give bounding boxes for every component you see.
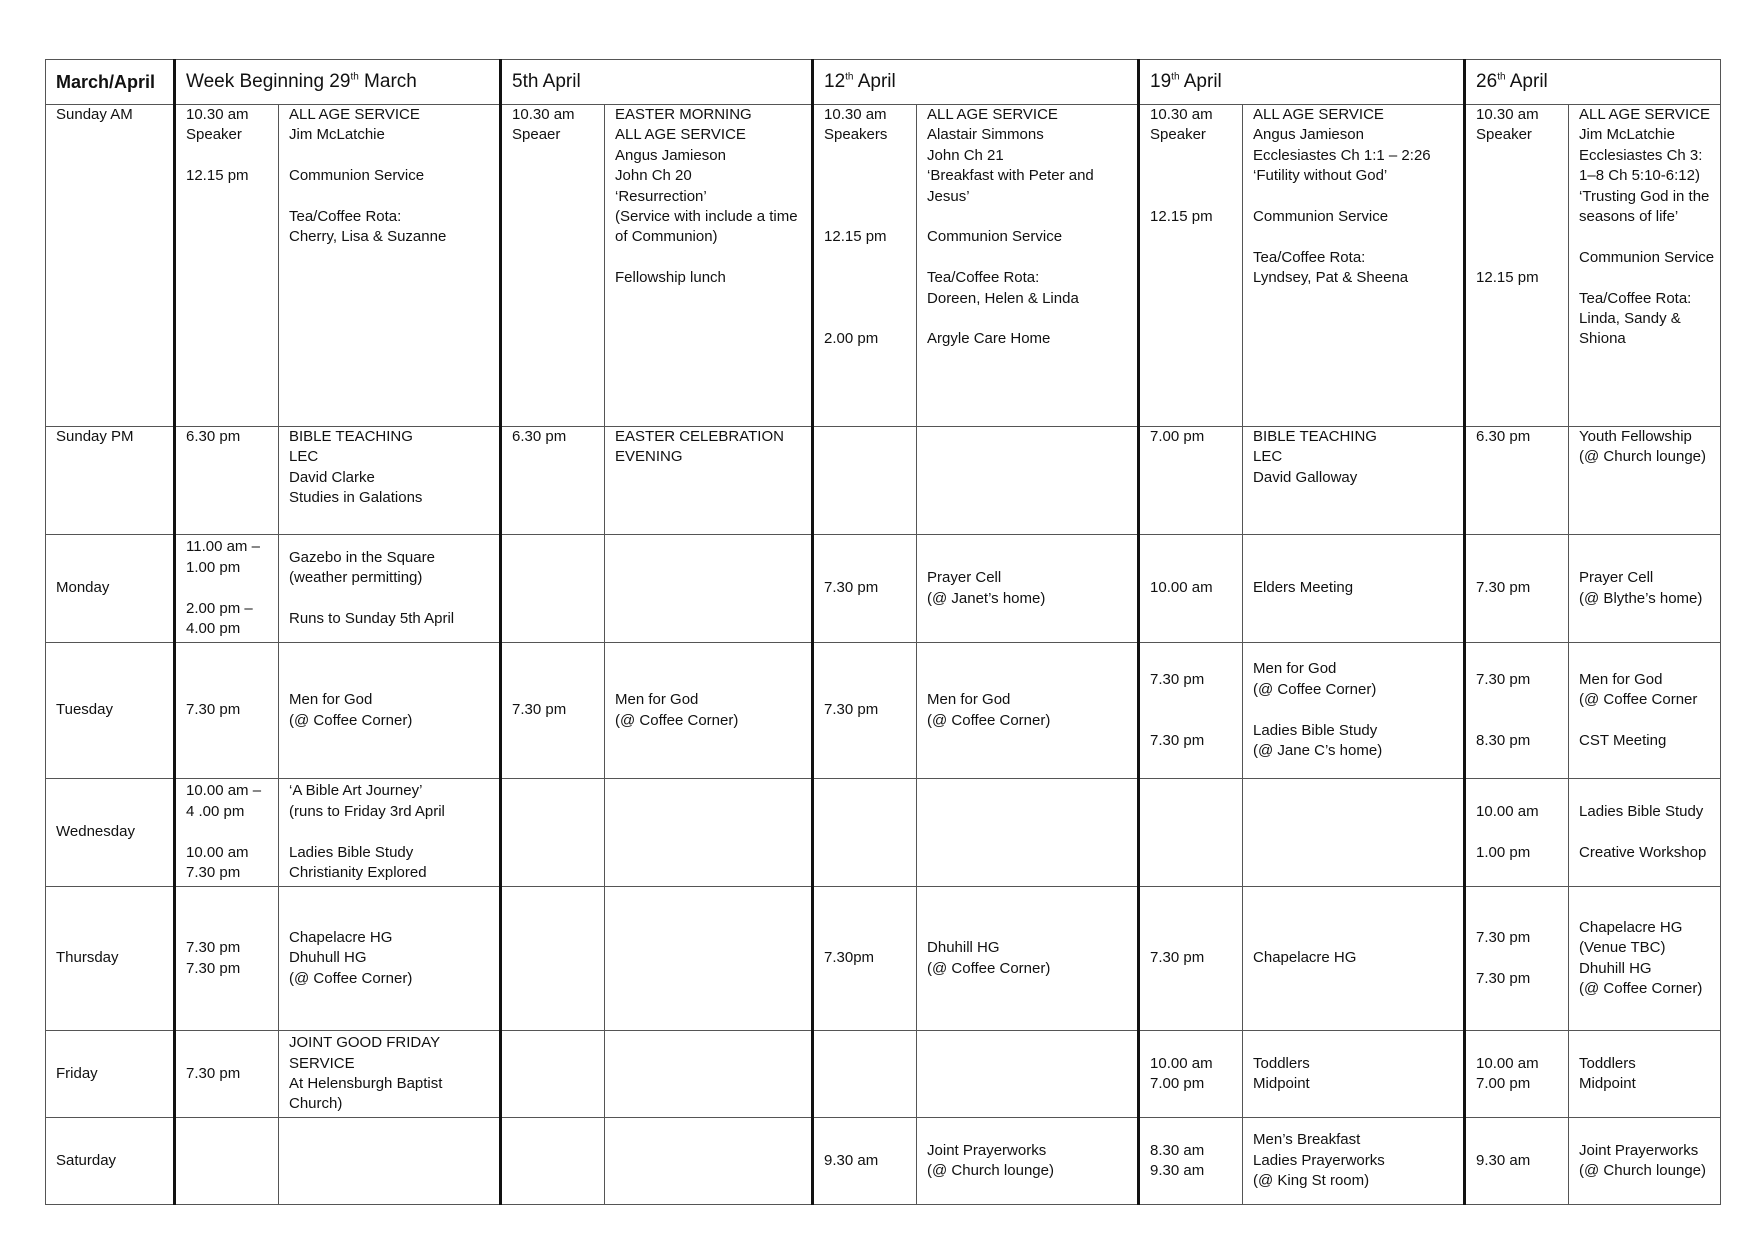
event-cell: Men for God (@ Coffee Corner) xyxy=(279,643,501,779)
time-cell: 10.00 am – 4 .00 pm 10.00 am 7.30 pm xyxy=(175,779,279,887)
event-cell: Men for God (@ Coffee Corner CST Meeting xyxy=(1569,643,1721,779)
time-cell: 7.30 pm xyxy=(1465,535,1569,643)
schedule-row xyxy=(46,643,1721,779)
event-cell: ALL AGE SERVICE Angus Jamieson Ecclesiastes Ch 1:1 – 2:26 ‘Futility without God’ Communion Service Tea/Coffee Rota: Lyndsey, Pat & Sheena xyxy=(1243,105,1465,427)
time-cell: 10.00 am 7.00 pm xyxy=(1139,1031,1243,1118)
event-cell: Youth Fellowship (@ Church lounge) xyxy=(1569,427,1721,535)
time-cell: 7.30 pm 7.30 pm xyxy=(1465,887,1569,1031)
time-cell: 7.30 pm 7.30 pm xyxy=(1139,643,1243,779)
week-heading-3: 12th April xyxy=(813,60,1139,105)
time-cell: 6.30 pm xyxy=(1465,427,1569,535)
event-cell: EASTER CELEBRATION EVENING xyxy=(605,427,813,535)
day-label: Thursday xyxy=(46,887,175,1031)
event-cell: Men for God (@ Coffee Corner) xyxy=(605,643,813,779)
time-cell: 6.30 pm xyxy=(501,427,605,535)
time-cell: 7.30 pm 7.30 pm xyxy=(175,887,279,1031)
time-cell: 7.30 pm xyxy=(175,1031,279,1118)
event-cell: ‘A Bible Art Journey’ (runs to Friday 3rd April Ladies Bible Study Christianity Explored xyxy=(279,779,501,887)
event-cell: Men’s Breakfast Ladies Prayerworks (@ King St room) xyxy=(1243,1118,1465,1205)
day-label: Sunday PM xyxy=(46,427,175,535)
event-cell: ALL AGE SERVICE Jim McLatchie Ecclesiastes Ch 3: 1–8 Ch 5:10-6:12) ‘Trusting God in the seasons of life’ Communion Service Tea/Coffee Rota: Linda, Sandy & Shiona xyxy=(1569,105,1721,427)
event-cell: Prayer Cell (@ Janet’s home) xyxy=(917,535,1139,643)
week-heading-1: Week Beginning 29th March xyxy=(175,60,501,105)
event-cell: Gazebo in the Square (weather permitting) Runs to Sunday 5th April xyxy=(279,535,501,643)
schedule-row xyxy=(46,105,1721,427)
day-label: Friday xyxy=(46,1031,175,1118)
event-cell xyxy=(605,887,813,1031)
event-cell: Chapelacre HG xyxy=(1243,887,1465,1031)
time-cell: 10.30 am Speaker 12.15 pm xyxy=(1465,105,1569,427)
time-cell xyxy=(1139,779,1243,887)
time-cell: 10.30 am Speaker 12.15 pm xyxy=(1139,105,1243,427)
week-heading-2: 5th April xyxy=(501,60,813,105)
time-cell: 7.00 pm xyxy=(1139,427,1243,535)
event-cell: Ladies Bible Study Creative Workshop xyxy=(1569,779,1721,887)
day-label: Tuesday xyxy=(46,643,175,779)
schedule-row xyxy=(46,887,1721,1031)
schedule-body xyxy=(46,105,1721,1205)
schedule-row xyxy=(46,1118,1721,1205)
time-cell xyxy=(501,1031,605,1118)
day-label: Wednesday xyxy=(46,779,175,887)
time-cell: 7.30 pm xyxy=(175,643,279,779)
event-cell xyxy=(279,1118,501,1205)
event-cell xyxy=(917,779,1139,887)
event-cell: Men for God (@ Coffee Corner) xyxy=(917,643,1139,779)
time-cell: 7.30pm xyxy=(813,887,917,1031)
time-cell: 7.30 pm xyxy=(501,643,605,779)
event-cell xyxy=(605,1118,813,1205)
event-cell: ALL AGE SERVICE Alastair Simmons John Ch 21 ‘Breakfast with Peter and Jesus’ Communion Service Tea/Coffee Rota: Doreen, Helen & Linda Argyle Care Home xyxy=(917,105,1139,427)
event-cell: BIBLE TEACHING LEC David Galloway xyxy=(1243,427,1465,535)
header-row xyxy=(46,60,1721,105)
week-heading-5: 26th April xyxy=(1465,60,1721,105)
event-cell xyxy=(1243,779,1465,887)
week-heading-4: 19th April xyxy=(1139,60,1465,105)
event-cell: EASTER MORNING ALL AGE SERVICE Angus Jamieson John Ch 20 ‘Resurrection’ (Service with include a time of Communion) Fellowship lunch xyxy=(605,105,813,427)
time-cell: 10.30 am Speaker 12.15 pm xyxy=(175,105,279,427)
event-cell: Prayer Cell (@ Blythe’s home) xyxy=(1569,535,1721,643)
time-cell xyxy=(813,779,917,887)
time-cell: 10.00 am 7.00 pm xyxy=(1465,1031,1569,1118)
event-cell xyxy=(605,1031,813,1118)
day-label: Saturday xyxy=(46,1118,175,1205)
time-cell: 9.30 am xyxy=(813,1118,917,1205)
schedule-table xyxy=(45,59,1721,1205)
event-cell: Joint Prayerworks (@ Church lounge) xyxy=(917,1118,1139,1205)
time-cell: 11.00 am – 1.00 pm 2.00 pm – 4.00 pm xyxy=(175,535,279,643)
time-cell xyxy=(501,535,605,643)
schedule-row xyxy=(46,779,1721,887)
time-cell: 9.30 am xyxy=(1465,1118,1569,1205)
event-cell: Chapelacre HG (Venue TBC) Dhuhill HG (@ Coffee Corner) xyxy=(1569,887,1721,1031)
event-cell: BIBLE TEACHING LEC David Clarke Studies in Galations xyxy=(279,427,501,535)
time-cell: 10.00 am xyxy=(1139,535,1243,643)
time-cell xyxy=(175,1118,279,1205)
time-cell: 7.30 pm 8.30 pm xyxy=(1465,643,1569,779)
time-cell xyxy=(813,1031,917,1118)
event-cell: Toddlers Midpoint xyxy=(1243,1031,1465,1118)
time-cell: 10.00 am 1.00 pm xyxy=(1465,779,1569,887)
event-cell xyxy=(605,535,813,643)
time-cell: 7.30 pm xyxy=(1139,887,1243,1031)
day-label: Monday xyxy=(46,535,175,643)
time-cell: 7.30 pm xyxy=(813,643,917,779)
schedule-row xyxy=(46,535,1721,643)
day-label: Sunday AM xyxy=(46,105,175,427)
event-cell: ALL AGE SERVICE Jim McLatchie Communion Service Tea/Coffee Rota: Cherry, Lisa & Suzanne xyxy=(279,105,501,427)
event-cell xyxy=(917,427,1139,535)
event-cell: Elders Meeting xyxy=(1243,535,1465,643)
month-heading: March/April xyxy=(46,60,175,105)
event-cell: Men for God (@ Coffee Corner) Ladies Bible Study (@ Jane C’s home) xyxy=(1243,643,1465,779)
event-cell: Toddlers Midpoint xyxy=(1569,1031,1721,1118)
time-cell: 7.30 pm xyxy=(813,535,917,643)
schedule-row xyxy=(46,427,1721,535)
event-cell: JOINT GOOD FRIDAY SERVICE At Helensburgh Baptist Church) xyxy=(279,1031,501,1118)
schedule-row xyxy=(46,1031,1721,1118)
event-cell: Chapelacre HG Dhuhull HG (@ Coffee Corner) xyxy=(279,887,501,1031)
time-cell: 8.30 am 9.30 am xyxy=(1139,1118,1243,1205)
event-cell: Dhuhill HG (@ Coffee Corner) xyxy=(917,887,1139,1031)
event-cell: Joint Prayerworks (@ Church lounge) xyxy=(1569,1118,1721,1205)
time-cell: 10.30 am Speaer xyxy=(501,105,605,427)
event-cell xyxy=(917,1031,1139,1118)
time-cell xyxy=(813,427,917,535)
time-cell xyxy=(501,887,605,1031)
time-cell xyxy=(501,1118,605,1205)
event-cell xyxy=(605,779,813,887)
time-cell xyxy=(501,779,605,887)
time-cell: 10.30 am Speakers 12.15 pm 2.00 pm xyxy=(813,105,917,427)
time-cell: 6.30 pm xyxy=(175,427,279,535)
